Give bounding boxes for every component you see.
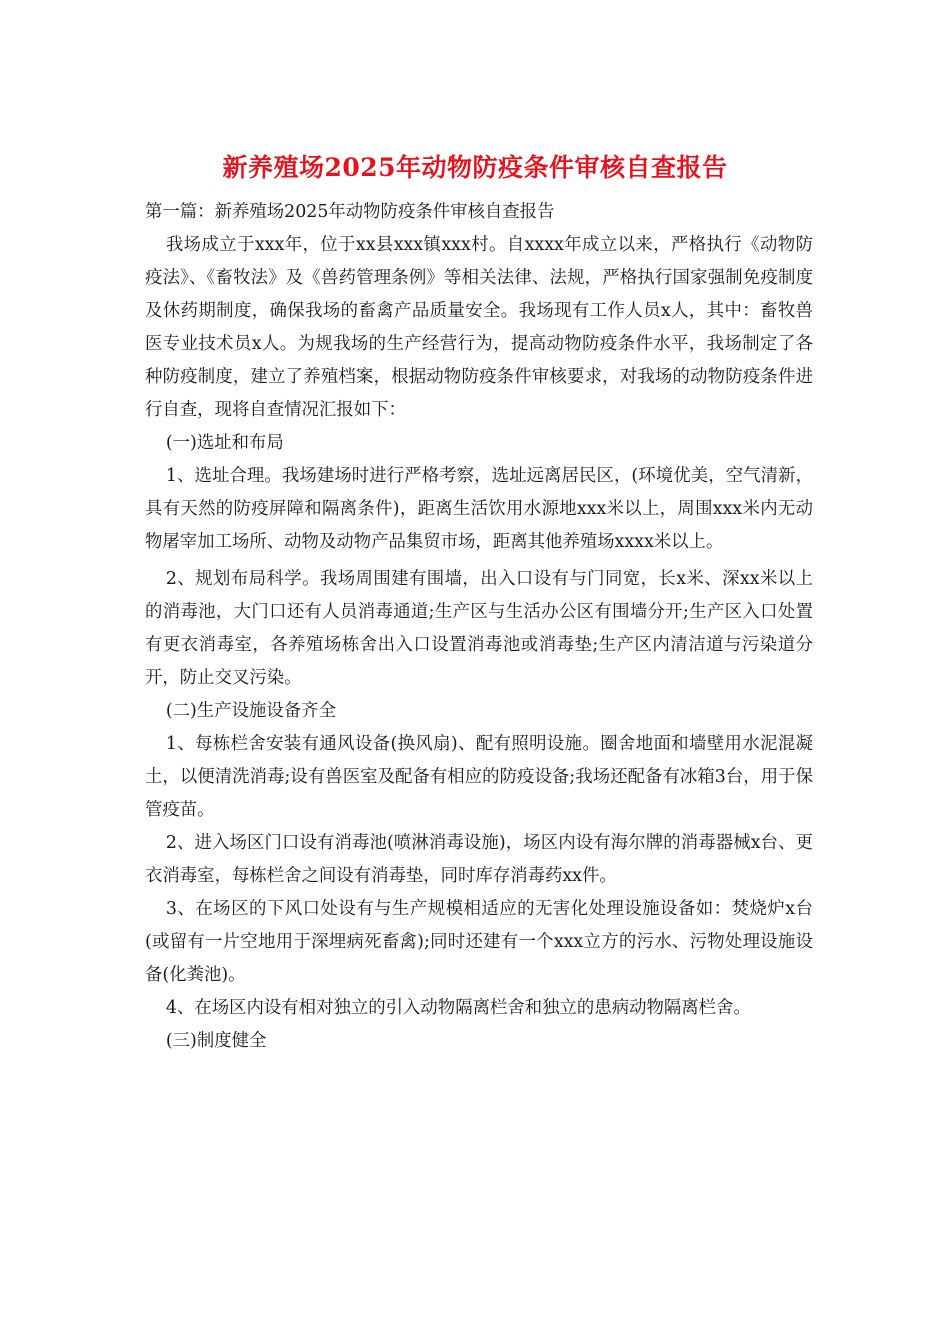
paragraph-site-selection: 1、选址合理。我场建场时进行严格考察，选址远离居民区，(环境优美，空气清新，具有天然的防疫屏障和隔离条件)，距离生活饮用水源地xxx米以上，周围xxx米内无动物屠宰加工场所、动物及动物产品集贸市场，距离其他养殖场xxxx米以上。 [145, 466, 813, 552]
paragraph-isolation: 4、在场区内设有相对独立的引入动物隔离栏舍和独立的患病动物隔离栏舍。 [165, 998, 751, 1018]
document-body [145, 196, 813, 1058]
document-title: 新养殖场2025年动物防疫条件审核自查报告 [222, 153, 728, 182]
section-heading-regulations: (三)制度健全 [165, 1031, 267, 1051]
paragraph-intro: 我场成立于xxx年，位于xx县xxx镇xxx村。自xxxx年成立以来，严格执行《动物防疫法》、《畜牧法》及《兽药管理条例》等相关法律、法规，严格执行国家强制免疫制度及休药期制度，确保我场的畜禽产品质量安全。我场现有工作人员x人，其中：畜牧兽医专业技术员x人。为规我场的生产经营行为，提高动物防疫条件水平，我场制定了各种防疫制度，建立了养殖档案，根据动物防疫条件审核要求，对我场的动物防疫条件进行自查，现将自查情况汇报如下： [145, 235, 813, 420]
section-heading-site-layout: (一)选址和布局 [165, 433, 284, 453]
paragraph-disinfection: 2、进入场区门口设有消毒池(喷淋消毒设施)，场区内设有海尔牌的消毒器械x台、更衣消毒室，每栋栏舍之间设有消毒垫，同时库存消毒药xx件。 [145, 833, 813, 886]
document-subtitle: 第一篇：新养殖场2025年动物防疫条件审核自查报告 [145, 202, 555, 222]
section-heading-facilities: (二)生产设施设备齐全 [165, 701, 336, 721]
paragraph-harmless-treatment: 3、在场区的下风口处设有与生产规模相适应的无害化处理设施设备如：焚烧炉x台(或留有一片空地用于深埋病死畜禽);同时还建有一个xxx立方的污水、污物处理设施设备(化粪池)。 [145, 899, 813, 985]
paragraph-layout-planning: 2、规划布局科学。我场周围建有围墙，出入口设有与门同宽，长x米、深xx米以上的消毒池，大门口还有人员消毒通道;生产区与生活办公区有围墙分开;生产区入口处置有更衣消毒室，各养殖场栋舍出入口设置消毒池或消毒垫;生产区内清洁道与污染道分开，防止交叉污染。 [145, 569, 813, 688]
paragraph-ventilation-lighting: 1、每栋栏舍安装有通风设备(换风扇)、配有照明设施。圈舍地面和墙壁用水泥混凝土，以便清洗消毒;设有兽医室及配备有相应的防疫设备;我场还配备有冰箱3台，用于保管疫苗。 [145, 734, 813, 820]
